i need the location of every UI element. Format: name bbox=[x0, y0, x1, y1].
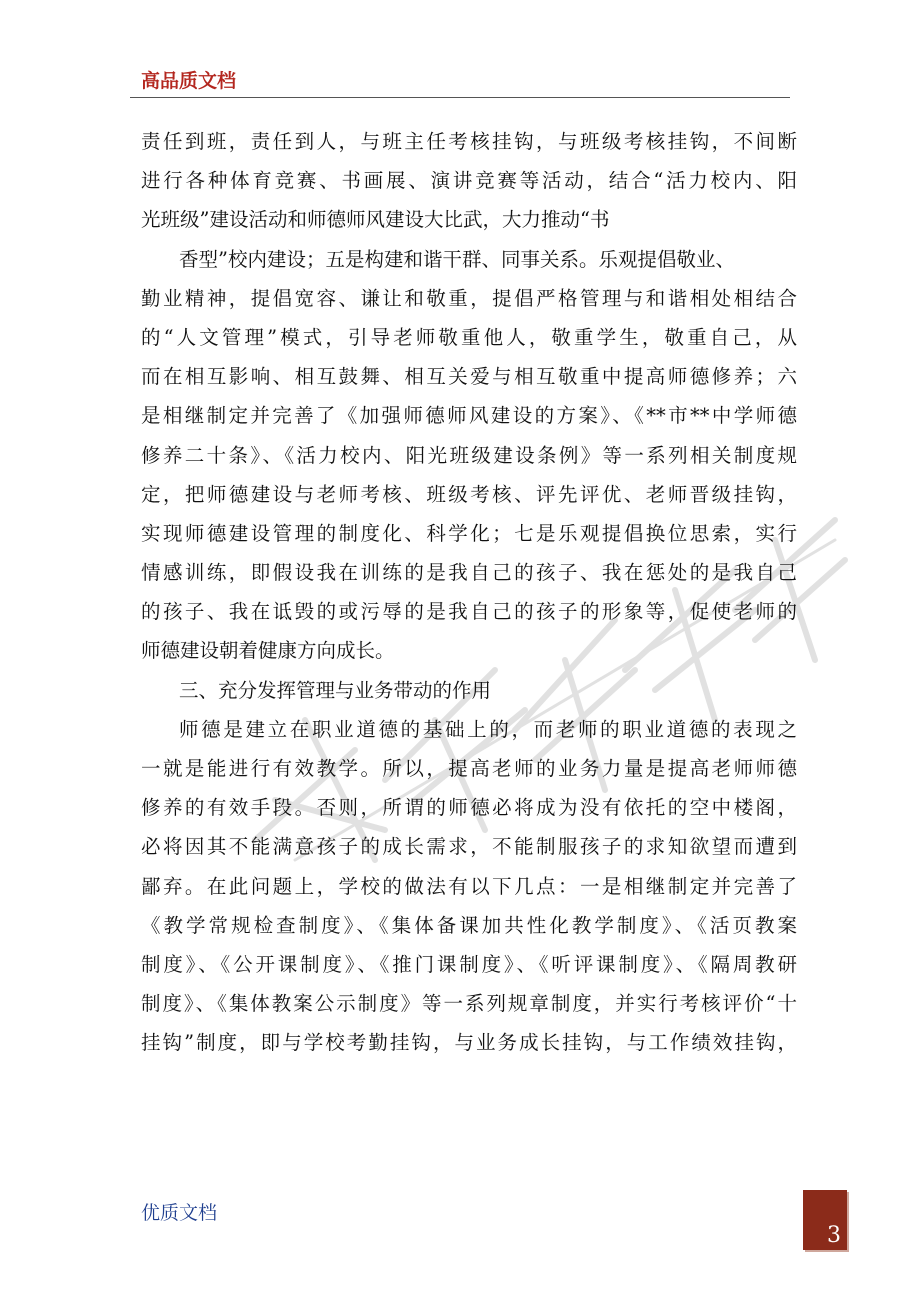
body-line: 一就是能进行有效教学。所以，提高老师的业务力量是提高老师师德 bbox=[141, 757, 797, 780]
body-line: 定，把师德建设与老师考核、班级考核、评先评优、老师晋级挂钩， bbox=[141, 482, 797, 506]
body-line: 修养二十条》、《活力校内、阳光班级建设条例》等一系列相关制度规 bbox=[141, 443, 797, 467]
body-line: 师德建设朝着健康方向成长。 bbox=[141, 639, 395, 663]
body-line: 情感训练，即假设我在训练的是我自己的孩子、我在惩处的是我自己 bbox=[141, 561, 797, 585]
body-line: 《教学常规检查制度》、《集体备课加共性化教学制度》、《活页教案 bbox=[141, 913, 797, 937]
body-line: 修养的有效手段。否则，所谓的师德必将成为没有依托的空中楼阁， bbox=[141, 796, 797, 820]
body-line: 制度》、《集体教案公示制度》等一系列规章制度，并实行考核评价“十 bbox=[141, 992, 797, 1016]
body-line: 鄙弃。在此问题上，学校的做法有以下几点：一是相继制定并完善了 bbox=[141, 874, 797, 898]
page-number: 3 bbox=[827, 1223, 841, 1248]
body-line: 勤业精神，提倡宽容、谦让和敬重，提倡严格管理与和谐相处相结合 bbox=[141, 286, 797, 310]
body-line: 挂钩”制度，即与学校考勤挂钩，与业务成长挂钩，与工作绩效挂钩， bbox=[141, 1031, 797, 1055]
body-line: 责任到班，责任到人，与班主任考核挂钩，与班级考核挂钩，不间断 bbox=[141, 130, 797, 153]
body-line: 的孩子、我在诋毁的或污辱的是我自己的孩子的形象等，促使老师的 bbox=[141, 600, 797, 624]
body-line: 制度》、《公开课制度》、《推门课制度》、《听评课制度》、《隔周教研 bbox=[141, 952, 797, 976]
document-footer-label: 优质文档 bbox=[141, 1202, 218, 1224]
header-divider bbox=[130, 97, 790, 98]
document-header-title: 高品质文档 bbox=[141, 70, 237, 92]
page-number-badge bbox=[803, 1190, 847, 1250]
body-line: 是相继制定并完善了《加强师德师风建设的方案》、《**市**中学师德 bbox=[141, 404, 797, 428]
body-line: 进行各种体育竞赛、书画展、演讲竞赛等活动，结合“活力校内、阳 bbox=[141, 169, 797, 193]
document-body bbox=[141, 122, 797, 1063]
body-line: 师德是建立在职业道德的基础上的，而老师的职业道德的表现之 bbox=[179, 717, 797, 741]
body-line: 香型”校内建设；五是构建和谐干群、同事关系。乐观提倡敬业、 bbox=[179, 247, 735, 271]
body-line: 光班级”建设活动和师德师风建设大比武，大力推动“书 bbox=[141, 208, 610, 232]
body-line: 而在相互影响、相互鼓舞、相互关爱与相互敬重中提高师德修养；六 bbox=[141, 365, 797, 389]
body-line: 实现师德建设管理的制度化、科学化；七是乐观提倡换位思索，实行 bbox=[141, 521, 797, 545]
section-heading: 三、充分发挥管理与业务带动的作用 bbox=[179, 678, 492, 702]
body-line: 的“人文管理”模式，引导老师敬重他人，敬重学生，敬重自己，从 bbox=[141, 325, 797, 349]
body-line: 必将因其不能满意孩子的成长需求，不能制服孩子的求知欲望而遭到 bbox=[141, 835, 797, 859]
